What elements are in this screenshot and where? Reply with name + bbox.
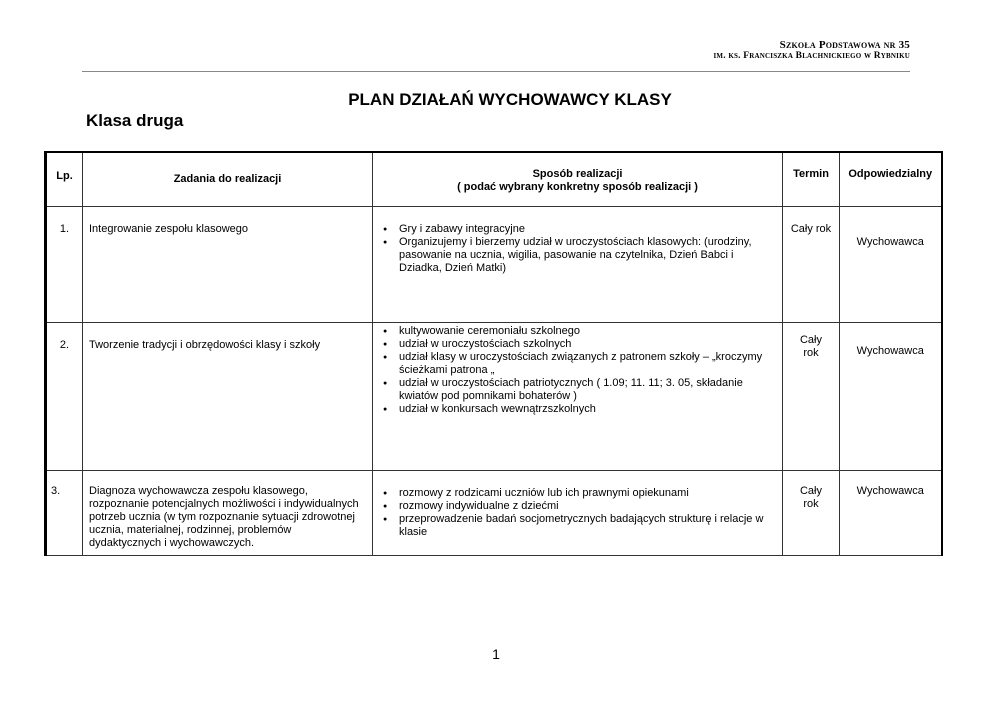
list-item: ● rozmowy indywidualne z dziećmi: [399, 500, 776, 513]
table-row: [46, 322, 942, 470]
row-term: Cały rok: [783, 206, 840, 322]
school-patron: im. ks. Franciszka Blachnickiego w Rybniku: [713, 51, 910, 61]
header-lp: Lp.: [46, 152, 83, 206]
header-way-line2: ( podać wybrany konkretny sposób realizacji ): [457, 181, 698, 193]
header-responsible: Odpowiedzialny: [840, 152, 942, 206]
row-lp: 2.: [46, 322, 83, 470]
row-task: Integrowanie zespołu klasowego: [83, 206, 373, 322]
ways-list: [379, 487, 776, 539]
row-ways: [373, 470, 783, 555]
school-header: [714, 40, 911, 62]
row-responsible: Wychowawca: [840, 206, 942, 322]
header-way: [373, 152, 783, 206]
row-task: Tworzenie tradycji i obrzędowości klasy i szkoły: [83, 322, 373, 470]
row-ways: [373, 206, 783, 322]
row-ways: [373, 322, 783, 470]
class-name: Klasa druga: [86, 111, 184, 130]
document-title: PLAN DZIAŁAŃ WYCHOWAWCY KLASY: [348, 90, 672, 109]
header-divider: [82, 71, 910, 72]
page-number: 1: [492, 646, 500, 662]
list-item: ● kultywowanie ceremoniału szkolnego: [399, 325, 776, 338]
list-item: ● przeprowadzenie badań socjometrycznych badających strukturę i relacje w klasie: [399, 513, 776, 539]
list-item: ● udział w uroczystościach szkolnych: [399, 338, 776, 351]
ways-list: [379, 325, 776, 416]
header-way-line1: Sposób realizacji: [532, 168, 623, 180]
row-term: Cały rok: [783, 322, 840, 470]
row-responsible: Wychowawca: [840, 322, 942, 470]
plan-table: [44, 151, 943, 556]
header-task: Zadania do realizacji: [83, 152, 373, 206]
row-lp: 3.: [46, 470, 83, 555]
row-term: Cały rok: [783, 470, 840, 555]
list-item: ● rozmowy z rodzicami uczniów lub ich prawnymi opiekunami: [399, 487, 776, 500]
row-task: Diagnoza wychowawcza zespołu klasowego, rozpoznanie potencjalnych możliwości i indywidualnych potrzeb ucznia (w tym rozpoznanie sytuacji zdrowotnej ucznia, materialnej, rodzinnej, problemów dydaktycznych i wychowawczych.: [83, 470, 373, 555]
list-item: ● udział klasy w uroczystościach związanych z patronem szkoły – „kroczymy ścieżkami patrona „: [399, 351, 776, 377]
ways-list: [379, 223, 776, 275]
list-item: ● Gry i zabawy integracyjne: [399, 223, 776, 236]
list-item: ● Organizujemy i bierzemy udział w uroczystościach klasowych: (urodziny, pasowanie na ucznia, wigilia, pasowanie na czytelnika, Dzień Babci i Dziadka, Dzień Matki): [399, 236, 776, 275]
list-item: ● udział w uroczystościach patriotycznych ( 1.09; 11. 11; 3. 05, składanie kwiatów pod pomnikami bohaterów ): [399, 377, 776, 403]
school-name: Szkoła Podstawowa nr 35: [779, 39, 910, 51]
table-header-row: [46, 152, 942, 206]
list-item: ● udział w konkursach wewnątrzszkolnych: [399, 403, 776, 416]
table-row: [46, 470, 942, 555]
row-responsible: Wychowawca: [840, 470, 942, 555]
row-lp: 1.: [46, 206, 83, 322]
table-row: [46, 206, 942, 322]
header-term: Termin: [783, 152, 840, 206]
